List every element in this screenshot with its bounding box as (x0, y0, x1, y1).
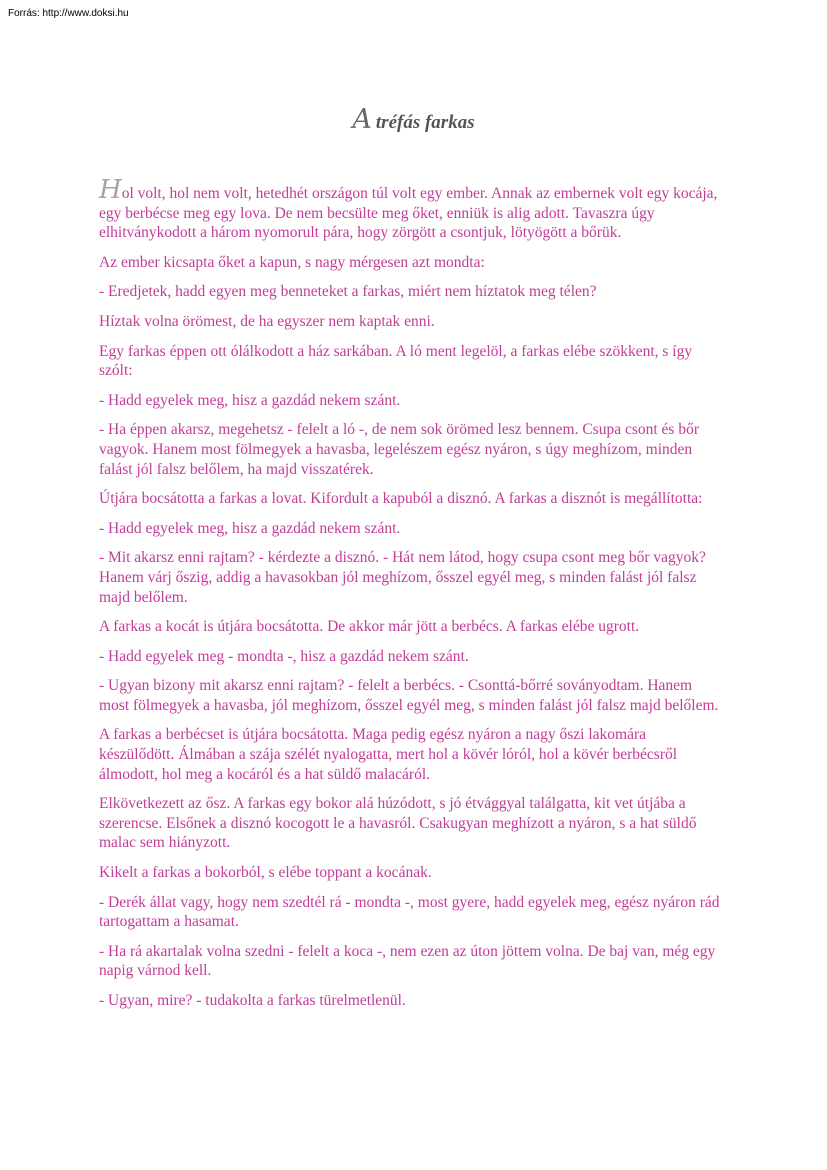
paragraph: Útjára bocsátotta a farkas a lovat. Kifordult a kapuból a disznó. A farkas a disznót is megállította: (99, 490, 703, 508)
paragraph: - Eredjetek, hadd egyen meg benneteket a farkas, miért nem híztatok meg télen? (99, 283, 597, 301)
story-body (99, 175, 725, 1021)
drop-cap: H (99, 175, 122, 205)
paragraph-text: ol volt, hol nem volt, hetedhét országon túl volt egy ember. Annak az embernek volt egy kocája, egy berbécse meg egy lova. De nem becsülte meg őket, enniük is alig adott. Tavaszra úgy elhitványkodott a három nyomorult pára, hogy zörgött a csontjuk, lötyögött a bőrük. (99, 185, 718, 242)
title-text: tréfás farkas (375, 112, 475, 133)
paragraph: Egy farkas éppen ott ólálkodott a ház sarkában. A ló ment legelöl, a farkas elébe szökkent, s így szólt: (99, 342, 693, 380)
paragraph: Elkövetkezett az ősz. A farkas egy bokor alá húzódott, s jó étvággyal találgatta, kit vet útjába a szerencse. Elsőnek a disznó kocogott le a havasról. Csakugyan meghízott a nyáron, s a hat süldő malac sem hiányzott. (99, 795, 697, 852)
paragraph: - Derék állat vagy, hogy nem szedtél rá - mondta -, most gyere, hadd egyelek meg, egész nyáron rád tartogattam a hasamat. (99, 893, 720, 931)
paragraph: Híztak volna örömest, de ha egyszer nem kaptak enni. (99, 312, 435, 330)
paragraph: - Ugyan, mire? - tudakolta a farkas türelmetlenül. (99, 992, 406, 1009)
paragraph: - Hadd egyelek meg, hisz a gazdád nekem szánt. (99, 391, 401, 409)
story-title (0, 104, 827, 135)
paragraph: - Ugyan bizony mit akarsz enni rajtam? - felelt a berbécs. - Csonttá-bőrré soványodtam. Hanem most fölmegyek a havasba, jól meghízom, ősszel egyél meg, s minden falást jól falsz majd belőlem. (99, 677, 719, 714)
paragraph (99, 175, 725, 243)
paragraph: Kikelt a farkas a bokorból, s elébe toppant a kocának. (99, 864, 432, 882)
paragraph: Az ember kicsapta őket a kapun, s nagy mérgesen azt mondta: (99, 253, 485, 271)
paragraph: A farkas a berbécset is útjára bocsátotta. Maga pedig egész nyáron a nagy őszi lakomára készülődött. Álmában a szája szélét nyalogatta, mert hol a kövér lóról, hol a kövér berbécsről álmodott, hol meg a kocáról és a hat süldő malacáról. (99, 726, 678, 783)
paragraph: - Mit akarsz enni rajtam? - kérdezte a disznó. - Hát nem látod, hogy csupa csont meg bőr vagyok? Hanem várj őszig, addig a havasokban jól meghízom, ősszel egyél meg, s minden falást jól falsz majd belőlem. (99, 549, 706, 606)
paragraph: - Ha éppen akarsz, megehetsz - felelt a ló -, de nem sok örömed lesz bennem. Csupa csont és bőr vagyok. Hanem most fölmegyek a havasba, legelészem egész nyáron, s úgy meghízom, minden falást jól falsz belőlem, ha majd visszatérek. (99, 421, 699, 478)
paragraph: - Hadd egyelek meg - mondta -, hisz a gazdád nekem szánt. (99, 647, 469, 665)
title-initial: A (352, 104, 372, 135)
paragraph: A farkas a kocát is útjára bocsátotta. De akkor már jött a berbécs. A farkas elébe ugrott. (99, 618, 640, 636)
paragraph: - Hadd egyelek meg, hisz a gazdád nekem szánt. (99, 519, 401, 537)
source-line: Forrás: http://www.doksi.hu (8, 8, 129, 19)
paragraph: - Ha rá akartalak volna szedni - felelt a koca -, nem ezen az úton jöttem volna. De baj van, még egy napig várnod kell. (99, 942, 716, 980)
